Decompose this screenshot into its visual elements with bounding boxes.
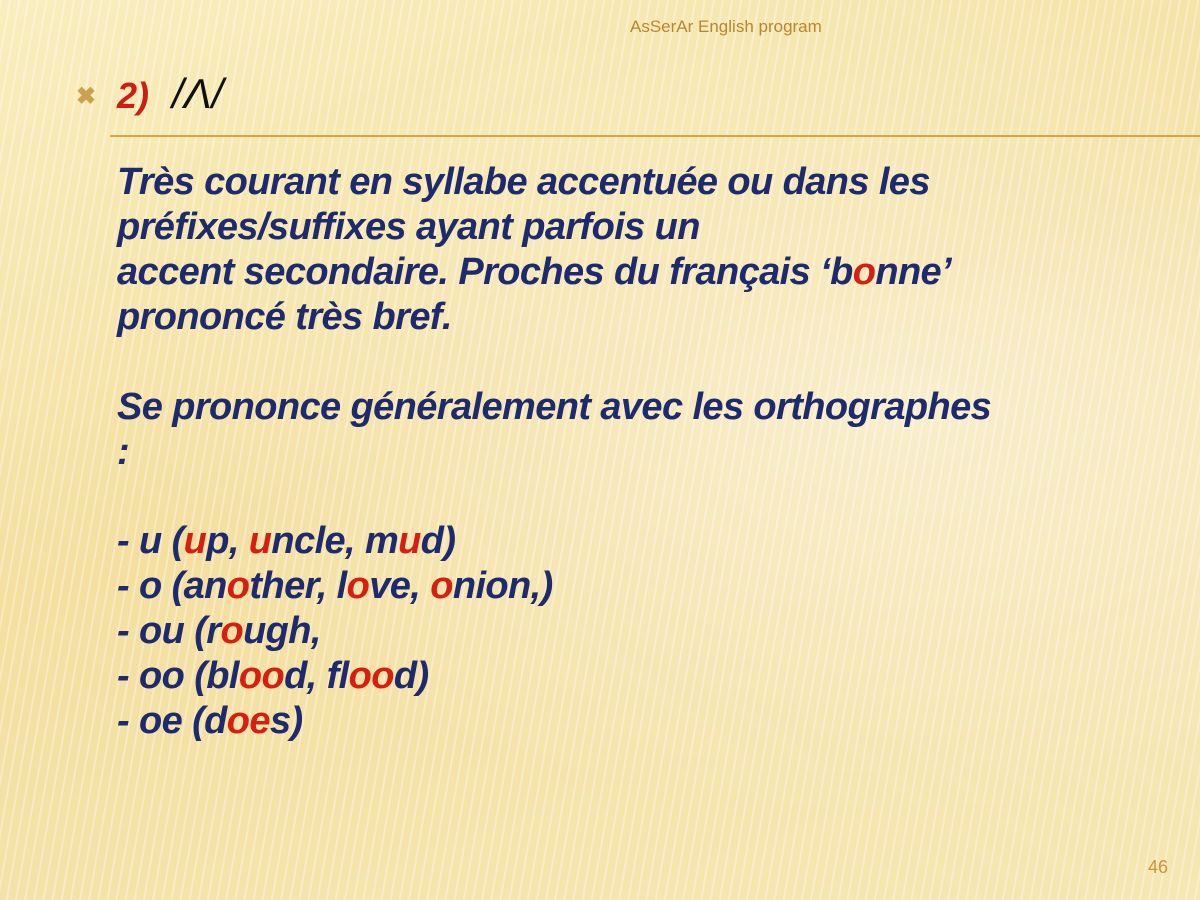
- bullet-x-icon: ✖: [76, 83, 97, 110]
- highlighted-letter: o: [852, 251, 876, 293]
- description-line: [117, 250, 1117, 295]
- text-segment: - o (an: [117, 565, 227, 607]
- intro-line: Se prononce généralement avec les orthographes: [117, 386, 992, 428]
- phoneme-symbol: /Λ/: [172, 70, 224, 117]
- list-item: [117, 699, 1117, 744]
- spelling-intro-paragraph: [117, 385, 1117, 475]
- text-segment: nion,): [452, 565, 553, 607]
- text-segment: - oo (bl: [117, 655, 239, 697]
- text-segment: nne’: [875, 251, 952, 293]
- highlighted-letters: o: [430, 565, 453, 607]
- intro-line: :: [117, 431, 130, 473]
- list-item: [117, 654, 1117, 699]
- section-number: 2): [117, 75, 150, 116]
- highlighted-letters: oe: [226, 700, 270, 742]
- highlighted-letters: o: [226, 565, 250, 607]
- text-segment: d, fl: [284, 655, 349, 697]
- text-segment: d): [420, 520, 456, 562]
- spelling-examples-list: [117, 519, 1117, 744]
- title-divider: [110, 135, 1200, 137]
- text-segment: s): [269, 700, 303, 742]
- text-segment: - ou (r: [117, 610, 221, 652]
- description-line: Très courant en syllabe accentuée ou dans les: [117, 161, 930, 203]
- highlighted-letters: u: [183, 520, 207, 562]
- text-segment: - u (: [117, 520, 184, 562]
- list-item: [117, 609, 1117, 654]
- description-line: prononcé très bref.: [117, 296, 452, 338]
- text-segment: - oe (d: [117, 700, 227, 742]
- text-segment: ve,: [369, 565, 431, 607]
- page-number: 46: [1147, 857, 1168, 877]
- highlighted-letters: oo: [348, 655, 394, 697]
- text-segment: p,: [206, 520, 249, 562]
- highlighted-letters: o: [346, 565, 370, 607]
- description-paragraph: [117, 160, 1117, 340]
- text-segment: d): [393, 655, 429, 697]
- text-segment: ther, l: [249, 565, 347, 607]
- highlighted-letters: u: [248, 520, 272, 562]
- header-program-name: AsSerAr English program: [630, 17, 822, 36]
- highlighted-letters: u: [398, 520, 421, 562]
- text-segment: accent secondaire. Proches du français ‘b: [117, 251, 853, 293]
- description-line: préfixes/suffixes ayant parfois un: [117, 206, 700, 248]
- list-item: [117, 564, 1117, 609]
- text-segment: ncle, m: [271, 520, 399, 562]
- list-item: [117, 519, 1117, 564]
- highlighted-letters: o: [220, 610, 244, 652]
- text-segment: ugh,: [243, 610, 321, 652]
- highlighted-letters: oo: [238, 655, 285, 697]
